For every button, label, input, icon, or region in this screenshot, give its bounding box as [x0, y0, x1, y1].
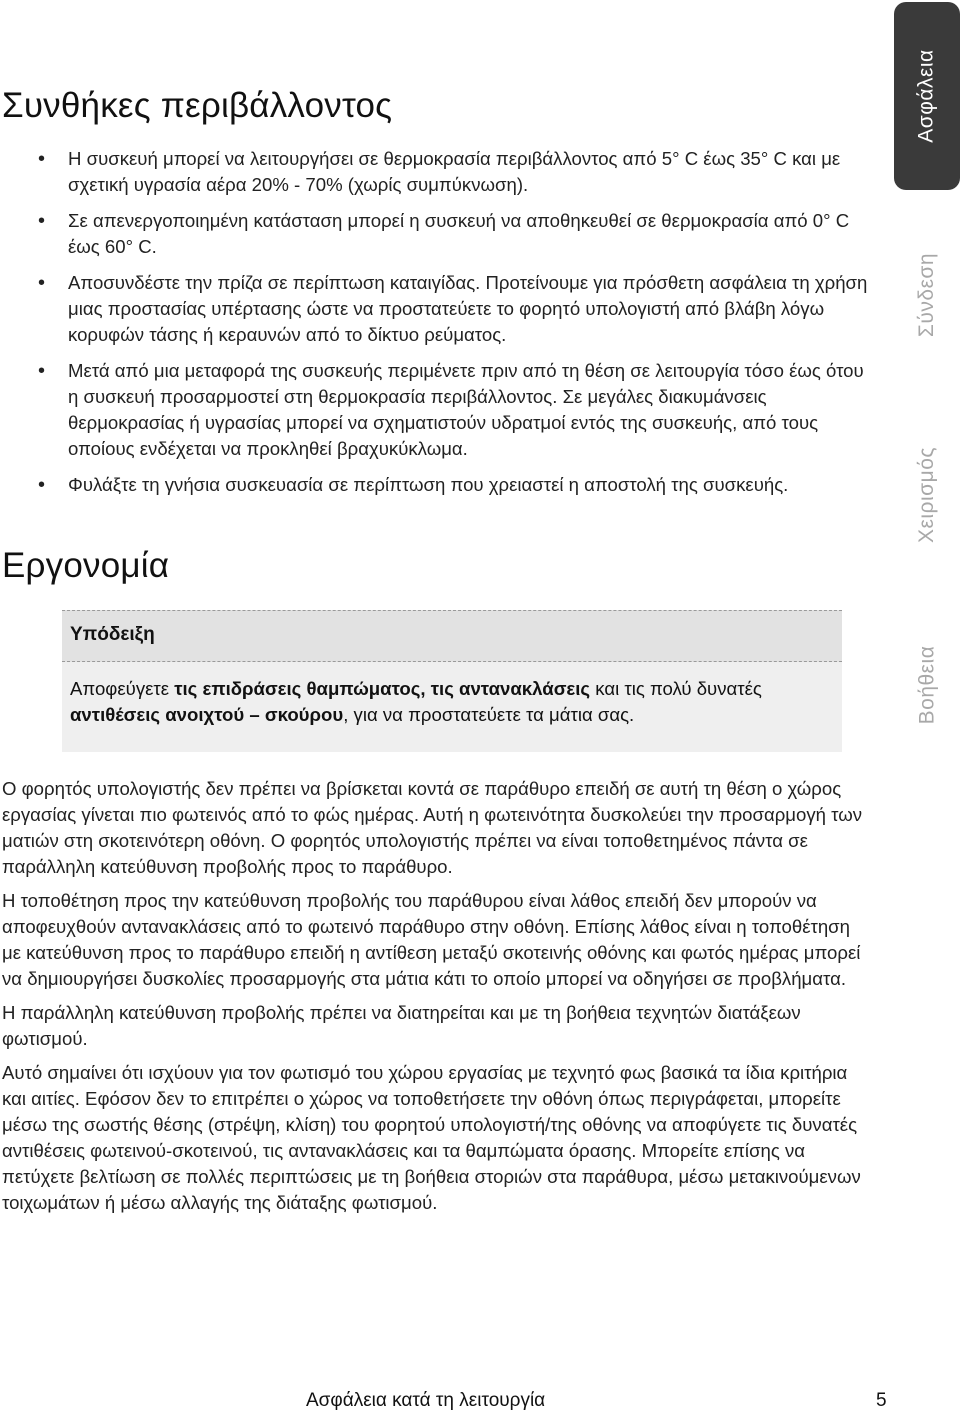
tab-label: Ασφάλεια	[915, 49, 938, 143]
note-text-part: Αποφεύγετε	[70, 678, 175, 699]
page-number: 5	[876, 1390, 887, 1411]
ergonomics-body	[2, 776, 872, 1224]
paragraph: Η παράλληλη κατεύθυνση προβολής πρέπει να διατηρείται και με τη βοήθεια τεχνητών διατάξεων φωτισμού.	[2, 1002, 801, 1049]
environment-list	[38, 146, 876, 508]
tab-help[interactable]	[894, 600, 960, 770]
list-item: • Αποσυνδέστε την πρίζα σε περίπτωση καταιγίδας. Προτείνουμε για πρόσθετη ασφάλεια τη χρήση μιας προστασίας υπέρτασης ώστε να προστατεύετε το φορητό υπολογιστή από βλάβη λόγω κορυφών τάσης ή κεραυνών από το δίκτυο ρεύματος.	[38, 270, 876, 348]
list-item: • Μετά από μια μεταφορά της συσκευής περιμένετε πριν από τη θέση σε λειτουργία τόσο έως ότου η συσκευή προσαρμοστεί στη θερμοκρασία περιβάλλοντος. Σε μεγάλες διακυμάνσεις θερμοκρασίας ή υγρασίας μπορεί να σχηματιστούν υδρατμοί εντός της συσκευής, από τους οποίους ενδέχεται να προκληθεί βραχυκύκλωμα.	[38, 358, 876, 462]
list-item: • Σε απενεργοποιημένη κατάσταση μπορεί η συσκευή να αποθηκευθεί σε θερμοκρασία από 0° C έως 60° C.	[38, 208, 876, 260]
list-item: • Φυλάξτε τη γνήσια συσκευασία σε περίπτωση που χρειαστεί η αποστολή της συσκευής.	[38, 472, 876, 498]
note-emphasis: τις επιδράσεις θαμπώματος, τις αντανακλάσεις	[174, 678, 591, 699]
list-item: • Η συσκευή μπορεί να λειτουργήσει σε θερμοκρασία περιβάλλοντος από 5° C έως 35° C και με σχετική υγρασία αέρα 20% - 70% (χωρίς συμπύκνωση).	[38, 146, 876, 198]
section-title-environment: Συνθήκες περιβάλλοντος	[2, 86, 393, 125]
paragraph: Αυτό σημαίνει ότι ισχύουν για τον φωτισμό του χώρου εργασίας με τεχνητό φως βασικά τα ίδια κριτήρια και αιτίες. Εφόσον δεν το επιτρέπει ο χώρος να τοποθετήσετε την οθόνη όπως περιγράφεται, μπορείτε μέσω της σωστής θέσης (στρέψη, κλίση) του φορητού υπολογιστή/της οθόνης να αποφύγετε τις δυνατές αντιθέσεις φωτεινού-σκοτεινού, τις αντανακλάσεις και τα θαμπώματα όρασης. Μπορείτε επίσης να πετύχετε βελτίωση σε πολλές περιπτώσεις με τη βοήθεια στοριών στα παράθυρα, μέσω μετακινούμενων τοιχωμάτων ή μέσω αλλαγής της διάταξης φωτισμού.	[2, 1062, 861, 1213]
footer-title: Ασφάλεια κατά τη λειτουργία	[306, 1390, 546, 1411]
section-title-ergonomics: Εργονομία	[2, 546, 170, 585]
note-header	[62, 610, 842, 662]
note-text-part: , για να προστατεύετε τα μάτια σας.	[343, 704, 635, 725]
paragraph: Ο φορητός υπολογιστής δεν πρέπει να βρίσκεται κοντά σε παράθυρο επειδή σε αυτή τη θέση ο χώρος εργασίας γίνεται πιο φωτεινός από το φώς ημέρας. Αυτή η φωτεινότητα δυσκολεύει την προσαρμογή των ματιών στη σκοτεινότερη οθόνη. Ο φορητός υπολογιστής πρέπει να είναι τοποθετημένος πάντα σε παράλληλη κατεύθυνση προβολής προς το παράθυρο.	[2, 778, 863, 877]
note-text-part: και τις πολύ δυνατές	[590, 678, 762, 699]
note-box	[62, 610, 842, 752]
tab-operation[interactable]	[894, 400, 960, 590]
side-tab-bar	[894, 0, 960, 770]
tab-label: Βοήθεια	[915, 645, 938, 725]
tab-label: Χειρισμός	[915, 446, 939, 544]
paragraph: Η τοποθέτηση προς την κατεύθυνση προβολής του παράθυρου είναι λάθος επειδή δεν μπορούν να αποφευχθούν αντανακλάσεις από το φωτεινό παράθυρο στην οθόνη. Επίσης λάθος είναι η τοποθέτηση με κατεύθυνση προς το παράθυρο επειδή η αντίθεση μεταξύ σκοτεινής οθόνης και φωτός ημέρας μπορεί να δημιουργήσει δυσκολίες προσαρμογής στα μάτια κάτι το οποίο μπορεί να οδηγήσει σε προβλήματα.	[2, 890, 861, 989]
note-emphasis: αντιθέσεις ανοιχτού – σκούρου	[70, 704, 344, 725]
tab-label: Σύνδεση	[915, 252, 939, 338]
tab-connection[interactable]	[894, 200, 960, 390]
tab-safety[interactable]	[894, 2, 960, 190]
note-text	[70, 676, 830, 728]
note-title: Υπόδειξη	[70, 624, 155, 645]
